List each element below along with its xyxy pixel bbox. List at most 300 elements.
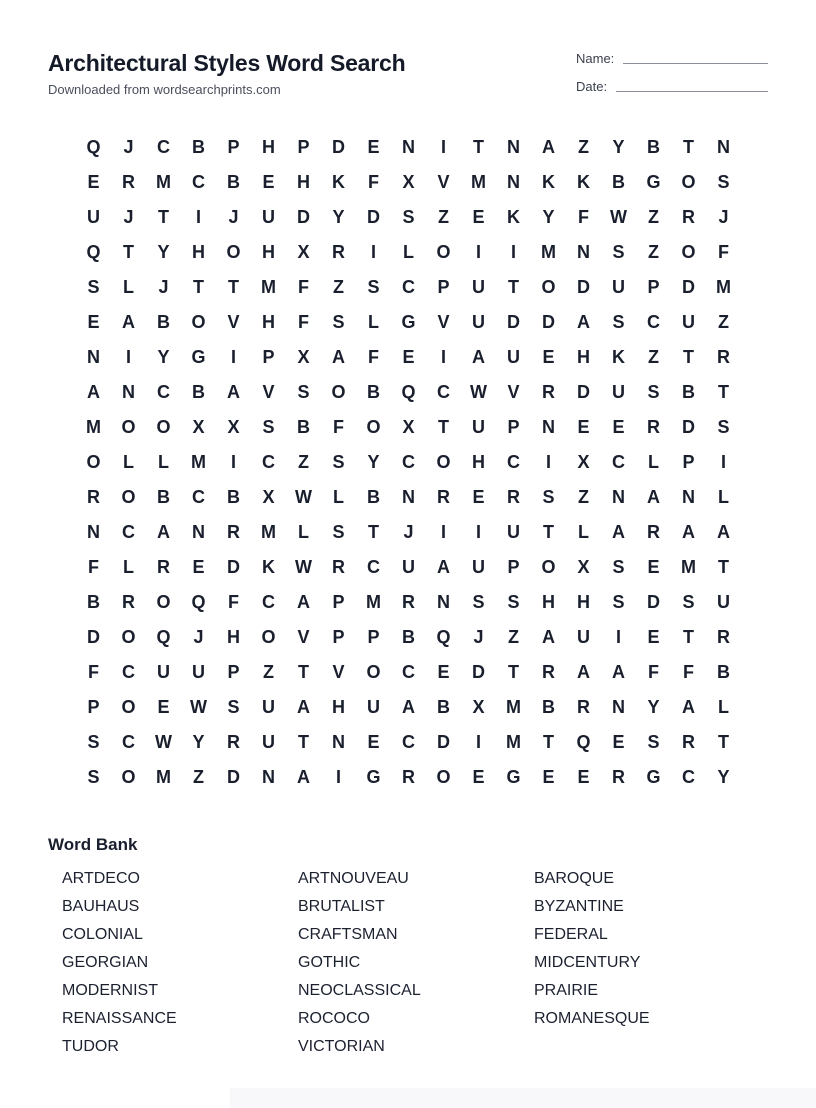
grid-cell[interactable]: F (298, 277, 309, 297)
grid-cell[interactable]: X (227, 417, 240, 437)
grid-cell[interactable]: I (510, 242, 516, 262)
grid-cell[interactable]: Y (192, 732, 205, 752)
grid-cell[interactable]: E (647, 557, 660, 577)
grid-cell[interactable]: Y (647, 697, 660, 717)
grid-cell[interactable]: N (87, 347, 100, 367)
grid-cell[interactable]: U (682, 312, 695, 332)
grid-cell[interactable]: B (192, 382, 205, 402)
grid-cell[interactable]: T (228, 277, 239, 297)
grid-cell[interactable]: D (507, 312, 520, 332)
grid-cell[interactable]: O (331, 382, 346, 402)
grid-cell[interactable]: M (506, 732, 521, 752)
grid-cell[interactable]: B (612, 172, 625, 192)
grid-cell[interactable]: T (298, 662, 309, 682)
grid-cell[interactable]: U (717, 592, 730, 612)
grid-cell[interactable]: J (473, 627, 484, 647)
grid-cell[interactable]: R (682, 732, 695, 752)
grid-cell[interactable]: E (402, 347, 415, 367)
grid-cell[interactable]: B (402, 627, 415, 647)
grid-cell[interactable]: M (681, 557, 696, 577)
grid-cell[interactable]: X (577, 452, 590, 472)
grid-cell[interactable]: L (333, 487, 344, 507)
grid-cell[interactable]: L (298, 522, 309, 542)
grid-cell[interactable]: S (717, 172, 730, 192)
grid-cell[interactable]: D (472, 662, 485, 682)
grid-cell[interactable]: L (368, 312, 379, 332)
grid-cell[interactable]: M (366, 592, 381, 612)
grid-cell[interactable]: Q (86, 137, 101, 157)
grid-cell[interactable]: R (647, 522, 660, 542)
grid-cell[interactable]: D (682, 417, 695, 437)
grid-cell[interactable]: X (402, 172, 415, 192)
grid-cell[interactable]: S (332, 452, 345, 472)
grid-cell[interactable]: G (401, 312, 416, 332)
grid-cell[interactable]: F (648, 662, 659, 682)
grid-cell[interactable]: A (332, 347, 345, 367)
grid-cell[interactable]: M (261, 522, 276, 542)
grid-cell[interactable]: B (192, 137, 205, 157)
grid-cell[interactable]: A (122, 312, 135, 332)
grid-cell[interactable]: B (297, 417, 310, 437)
grid-cell[interactable]: E (437, 662, 450, 682)
grid-cell[interactable]: C (157, 382, 170, 402)
grid-cell[interactable]: W (190, 697, 207, 717)
date-field[interactable] (576, 78, 768, 94)
grid-cell[interactable]: S (647, 732, 660, 752)
grid-cell[interactable]: E (262, 172, 275, 192)
grid-cell[interactable]: N (192, 522, 205, 542)
grid-cell[interactable]: R (122, 172, 135, 192)
date-line[interactable] (616, 91, 768, 92)
grid-cell[interactable]: R (717, 347, 730, 367)
grid-cell[interactable]: Z (578, 137, 589, 157)
grid-cell[interactable]: B (157, 312, 170, 332)
grid-cell[interactable]: E (647, 627, 660, 647)
grid-cell[interactable]: H (577, 347, 590, 367)
grid-cell[interactable]: U (472, 557, 485, 577)
grid-cell[interactable]: U (507, 522, 520, 542)
grid-cell[interactable]: U (402, 557, 415, 577)
grid-cell[interactable]: S (472, 592, 485, 612)
grid-cell[interactable]: X (472, 697, 485, 717)
grid-cell[interactable]: R (647, 417, 660, 437)
grid-cell[interactable]: O (541, 557, 556, 577)
grid-cell[interactable]: Z (718, 312, 729, 332)
grid-cell[interactable]: N (262, 767, 275, 787)
grid-cell[interactable]: I (335, 767, 341, 787)
grid-cell[interactable]: G (366, 767, 381, 787)
grid-cell[interactable]: A (227, 382, 240, 402)
grid-cell[interactable]: H (297, 172, 310, 192)
grid-cell[interactable]: O (366, 417, 381, 437)
grid-cell[interactable]: A (297, 592, 310, 612)
grid-cell[interactable]: N (682, 487, 695, 507)
grid-cell[interactable]: C (367, 557, 380, 577)
grid-cell[interactable]: A (612, 522, 625, 542)
grid-cell[interactable]: K (507, 207, 520, 227)
grid-cell[interactable]: P (682, 452, 695, 472)
grid-cell[interactable]: H (227, 627, 240, 647)
name-field[interactable] (576, 50, 768, 66)
grid-cell[interactable]: D (297, 207, 310, 227)
grid-cell[interactable]: C (507, 452, 520, 472)
grid-cell[interactable]: B (437, 697, 450, 717)
grid-cell[interactable]: U (367, 697, 380, 717)
grid-cell[interactable]: S (542, 487, 555, 507)
grid-cell[interactable]: F (88, 662, 99, 682)
grid-cell[interactable]: W (295, 557, 312, 577)
grid-cell[interactable]: E (87, 312, 100, 332)
grid-cell[interactable]: B (647, 137, 660, 157)
grid-cell[interactable]: S (612, 592, 625, 612)
grid-cell[interactable]: Z (648, 207, 659, 227)
grid-cell[interactable]: Y (157, 242, 170, 262)
grid-cell[interactable]: P (262, 347, 275, 367)
grid-cell[interactable]: R (332, 557, 345, 577)
grid-cell[interactable]: O (121, 627, 136, 647)
grid-cell[interactable]: O (436, 452, 451, 472)
grid-cell[interactable]: R (332, 242, 345, 262)
grid-cell[interactable]: U (157, 662, 170, 682)
grid-cell[interactable]: R (157, 557, 170, 577)
grid-cell[interactable]: Q (576, 732, 591, 752)
grid-cell[interactable]: F (88, 557, 99, 577)
grid-cell[interactable]: R (402, 767, 415, 787)
grid-cell[interactable]: H (542, 592, 555, 612)
grid-cell[interactable]: T (543, 522, 554, 542)
grid-cell[interactable]: T (473, 137, 484, 157)
grid-cell[interactable]: J (403, 522, 414, 542)
grid-cell[interactable]: E (367, 137, 380, 157)
grid-cell[interactable]: N (332, 732, 345, 752)
grid-cell[interactable]: D (542, 312, 555, 332)
grid-cell[interactable]: C (402, 662, 415, 682)
grid-cell[interactable]: I (475, 242, 481, 262)
grid-cell[interactable]: Q (191, 592, 206, 612)
grid-cell[interactable]: P (367, 627, 380, 647)
grid-cell[interactable]: N (402, 137, 415, 157)
grid-cell[interactable]: O (86, 452, 101, 472)
grid-cell[interactable]: N (612, 487, 625, 507)
grid-cell[interactable]: T (508, 662, 519, 682)
grid-cell[interactable]: B (717, 662, 730, 682)
grid-cell[interactable]: M (191, 452, 206, 472)
grid-cell[interactable]: P (332, 627, 345, 647)
grid-cell[interactable]: C (122, 662, 135, 682)
grid-cell[interactable]: O (681, 242, 696, 262)
grid-cell[interactable]: C (192, 487, 205, 507)
grid-cell[interactable]: Y (332, 207, 345, 227)
grid-cell[interactable]: A (717, 522, 730, 542)
grid-cell[interactable]: E (577, 417, 590, 437)
grid-cell[interactable]: O (156, 417, 171, 437)
grid-cell[interactable]: S (402, 207, 415, 227)
grid-cell[interactable]: N (437, 592, 450, 612)
grid-cell[interactable]: U (87, 207, 100, 227)
grid-cell[interactable]: J (193, 627, 204, 647)
grid-cell[interactable]: S (87, 732, 100, 752)
grid-cell[interactable]: R (717, 627, 730, 647)
grid-cell[interactable]: M (86, 417, 101, 437)
grid-cell[interactable]: J (718, 207, 729, 227)
grid-cell[interactable]: V (507, 382, 520, 402)
grid-cell[interactable]: D (227, 557, 240, 577)
grid-cell[interactable]: T (718, 732, 729, 752)
grid-cell[interactable]: I (475, 522, 481, 542)
grid-cell[interactable]: D (577, 382, 590, 402)
grid-cell[interactable]: T (123, 242, 134, 262)
grid-cell[interactable]: V (262, 382, 275, 402)
grid-cell[interactable]: T (193, 277, 204, 297)
grid-cell[interactable]: H (262, 137, 275, 157)
grid-cell[interactable]: F (333, 417, 344, 437)
grid-cell[interactable]: K (262, 557, 275, 577)
grid-cell[interactable]: R (437, 487, 450, 507)
grid-cell[interactable]: O (681, 172, 696, 192)
grid-cell[interactable]: L (578, 522, 589, 542)
grid-cell[interactable]: Z (648, 242, 659, 262)
grid-cell[interactable]: O (366, 662, 381, 682)
grid-cell[interactable]: C (402, 277, 415, 297)
grid-cell[interactable]: F (298, 312, 309, 332)
grid-cell[interactable]: A (577, 312, 590, 332)
grid-cell[interactable]: O (436, 767, 451, 787)
grid-cell[interactable]: A (402, 697, 415, 717)
grid-cell[interactable]: O (121, 417, 136, 437)
grid-cell[interactable]: S (612, 312, 625, 332)
grid-cell[interactable]: S (682, 592, 695, 612)
grid-cell[interactable]: S (332, 312, 345, 332)
grid-cell[interactable]: U (472, 277, 485, 297)
grid-cell[interactable]: X (192, 417, 205, 437)
grid-cell[interactable]: H (577, 592, 590, 612)
grid-cell[interactable]: R (507, 487, 520, 507)
grid-cell[interactable]: D (437, 732, 450, 752)
grid-cell[interactable]: K (542, 172, 555, 192)
grid-cell[interactable]: S (87, 767, 100, 787)
grid-cell[interactable]: I (475, 732, 481, 752)
grid-cell[interactable]: T (683, 347, 694, 367)
grid-cell[interactable]: U (577, 627, 590, 647)
grid-cell[interactable]: N (717, 137, 730, 157)
grid-cell[interactable]: Z (438, 207, 449, 227)
grid-cell[interactable]: E (472, 767, 485, 787)
grid-cell[interactable]: A (87, 382, 100, 402)
grid-cell[interactable]: P (332, 592, 345, 612)
grid-cell[interactable]: Y (367, 452, 380, 472)
grid-cell[interactable]: O (121, 767, 136, 787)
grid-cell[interactable]: L (123, 277, 134, 297)
grid-cell[interactable]: X (262, 487, 275, 507)
grid-cell[interactable]: X (577, 557, 590, 577)
grid-cell[interactable]: F (578, 207, 589, 227)
grid-cell[interactable]: L (158, 452, 169, 472)
grid-cell[interactable]: G (646, 172, 661, 192)
grid-cell[interactable]: J (228, 207, 239, 227)
grid-cell[interactable]: Y (612, 137, 625, 157)
grid-cell[interactable]: A (297, 767, 310, 787)
grid-cell[interactable]: S (367, 277, 380, 297)
grid-cell[interactable]: B (367, 487, 380, 507)
grid-cell[interactable]: U (262, 732, 275, 752)
grid-cell[interactable]: Z (578, 487, 589, 507)
grid-cell[interactable]: R (227, 732, 240, 752)
grid-cell[interactable]: N (542, 417, 555, 437)
grid-cell[interactable]: Q (401, 382, 416, 402)
grid-cell[interactable]: N (122, 382, 135, 402)
grid-cell[interactable]: W (470, 382, 487, 402)
grid-cell[interactable]: L (403, 242, 414, 262)
grid-cell[interactable]: O (541, 277, 556, 297)
grid-cell[interactable]: V (227, 312, 240, 332)
grid-cell[interactable]: F (683, 662, 694, 682)
grid-cell[interactable]: E (612, 417, 625, 437)
grid-cell[interactable]: D (87, 627, 100, 647)
grid-cell[interactable]: R (227, 522, 240, 542)
grid-cell[interactable]: W (155, 732, 172, 752)
grid-cell[interactable]: P (297, 137, 310, 157)
name-line[interactable] (623, 63, 768, 64)
grid-cell[interactable]: R (612, 767, 625, 787)
grid-cell[interactable]: H (192, 242, 205, 262)
grid-cell[interactable]: S (297, 382, 310, 402)
grid-cell[interactable]: T (438, 417, 449, 437)
grid-cell[interactable]: E (472, 487, 485, 507)
grid-cell[interactable]: I (370, 242, 376, 262)
grid-cell[interactable]: U (507, 347, 520, 367)
grid-cell[interactable]: O (121, 487, 136, 507)
grid-cell[interactable]: R (87, 487, 100, 507)
grid-cell[interactable]: G (191, 347, 206, 367)
grid-cell[interactable]: O (226, 242, 241, 262)
grid-cell[interactable]: C (612, 452, 625, 472)
grid-cell[interactable]: S (612, 557, 625, 577)
grid-cell[interactable]: B (87, 592, 100, 612)
grid-cell[interactable]: I (125, 347, 131, 367)
grid-cell[interactable]: S (87, 277, 100, 297)
grid-cell[interactable]: I (195, 207, 201, 227)
grid-cell[interactable]: K (332, 172, 345, 192)
grid-cell[interactable]: U (262, 207, 275, 227)
grid-cell[interactable]: E (542, 347, 555, 367)
grid-cell[interactable]: T (683, 627, 694, 647)
grid-cell[interactable]: S (507, 592, 520, 612)
grid-cell[interactable]: B (227, 487, 240, 507)
grid-cell[interactable]: C (262, 592, 275, 612)
grid-cell[interactable]: I (545, 452, 551, 472)
grid-cell[interactable]: T (508, 277, 519, 297)
grid-cell[interactable]: L (718, 697, 729, 717)
grid-cell[interactable]: N (507, 137, 520, 157)
grid-cell[interactable]: N (87, 522, 100, 542)
grid-cell[interactable]: L (718, 487, 729, 507)
grid-cell[interactable]: D (577, 277, 590, 297)
grid-cell[interactable]: N (612, 697, 625, 717)
grid-cell[interactable]: S (717, 417, 730, 437)
grid-cell[interactable]: R (682, 207, 695, 227)
grid-cell[interactable]: R (542, 662, 555, 682)
grid-cell[interactable]: U (472, 312, 485, 332)
grid-cell[interactable]: W (295, 487, 312, 507)
grid-cell[interactable]: A (472, 347, 485, 367)
grid-cell[interactable]: P (227, 662, 240, 682)
grid-cell[interactable]: S (612, 242, 625, 262)
grid-cell[interactable]: A (542, 627, 555, 647)
grid-cell[interactable]: L (123, 557, 134, 577)
grid-cell[interactable]: C (402, 452, 415, 472)
grid-cell[interactable]: M (471, 172, 486, 192)
grid-cell[interactable]: M (506, 697, 521, 717)
grid-cell[interactable]: R (402, 592, 415, 612)
grid-cell[interactable]: F (368, 172, 379, 192)
grid-cell[interactable]: C (437, 382, 450, 402)
grid-cell[interactable]: D (647, 592, 660, 612)
grid-cell[interactable]: Z (333, 277, 344, 297)
grid-cell[interactable]: M (261, 277, 276, 297)
grid-cell[interactable]: B (682, 382, 695, 402)
grid-cell[interactable]: Y (542, 207, 555, 227)
grid-cell[interactable]: A (297, 697, 310, 717)
grid-cell[interactable]: U (192, 662, 205, 682)
grid-cell[interactable]: I (440, 137, 446, 157)
grid-cell[interactable]: A (647, 487, 660, 507)
grid-cell[interactable]: M (541, 242, 556, 262)
grid-cell[interactable]: C (122, 522, 135, 542)
grid-cell[interactable]: P (437, 277, 450, 297)
grid-cell[interactable]: M (716, 277, 731, 297)
grid-cell[interactable]: J (123, 137, 134, 157)
grid-cell[interactable]: C (262, 452, 275, 472)
grid-cell[interactable]: D (682, 277, 695, 297)
grid-cell[interactable]: W (610, 207, 627, 227)
grid-cell[interactable]: P (87, 697, 100, 717)
grid-cell[interactable]: G (646, 767, 661, 787)
grid-cell[interactable]: V (332, 662, 345, 682)
grid-cell[interactable]: X (402, 417, 415, 437)
grid-cell[interactable]: K (577, 172, 590, 192)
grid-cell[interactable]: S (647, 382, 660, 402)
grid-cell[interactable]: P (647, 277, 660, 297)
grid-cell[interactable]: U (612, 382, 625, 402)
grid-cell[interactable]: D (367, 207, 380, 227)
grid-cell[interactable]: M (156, 172, 171, 192)
grid-cell[interactable]: X (297, 347, 310, 367)
grid-cell[interactable]: Z (263, 662, 274, 682)
grid-cell[interactable]: C (682, 767, 695, 787)
grid-cell[interactable]: A (682, 522, 695, 542)
grid-cell[interactable]: S (332, 522, 345, 542)
grid-cell[interactable]: Z (648, 347, 659, 367)
grid-cell[interactable]: Y (717, 767, 730, 787)
grid-cell[interactable]: U (472, 417, 485, 437)
grid-cell[interactable]: A (437, 557, 450, 577)
grid-cell[interactable]: J (123, 207, 134, 227)
grid-cell[interactable]: B (157, 487, 170, 507)
grid-cell[interactable]: H (262, 312, 275, 332)
grid-cell[interactable]: S (262, 417, 275, 437)
grid-cell[interactable]: T (298, 732, 309, 752)
grid-cell[interactable]: R (577, 697, 590, 717)
grid-cell[interactable]: V (297, 627, 310, 647)
grid-cell[interactable]: H (262, 242, 275, 262)
grid-cell[interactable]: R (122, 592, 135, 612)
grid-cell[interactable]: N (402, 487, 415, 507)
grid-cell[interactable]: A (542, 137, 555, 157)
grid-cell[interactable]: V (437, 312, 450, 332)
grid-cell[interactable]: R (542, 382, 555, 402)
grid-cell[interactable]: V (437, 172, 450, 192)
grid-cell[interactable]: O (121, 697, 136, 717)
